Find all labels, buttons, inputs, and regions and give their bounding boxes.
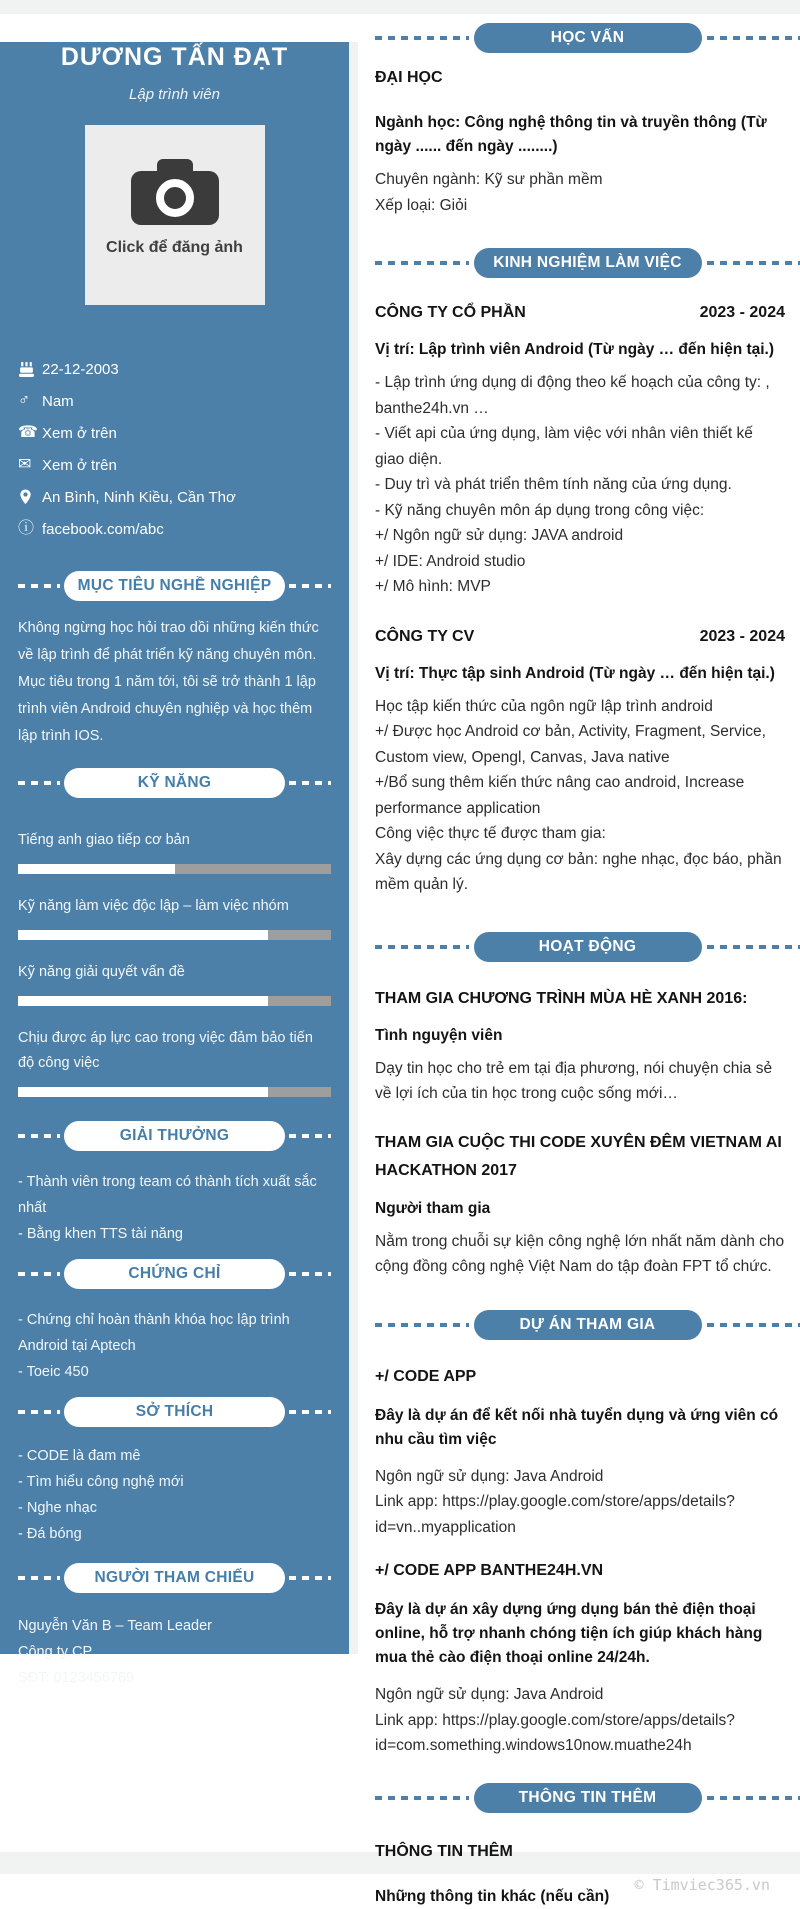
skills-heading: KỸ NĂNG	[64, 768, 285, 798]
contact-row-gender	[18, 385, 331, 417]
hobby-item: - Đá bóng	[18, 1521, 331, 1547]
skill-bar	[18, 930, 331, 940]
hobbies-heading: SỞ THÍCH	[64, 1397, 285, 1427]
info-circle-icon: ⓘ	[18, 521, 42, 537]
awards-heading: GIẢI THƯỞNG	[64, 1121, 285, 1151]
skill-label: Kỹ năng giải quyết vấn đề	[18, 960, 331, 985]
hobby-item: - Nghe nhạc	[18, 1495, 331, 1521]
reference-line: SĐT: 0123456789	[18, 1665, 331, 1691]
gender-icon: ♂	[18, 393, 42, 409]
section-header-objective	[18, 571, 331, 601]
hobby-item: - CODE là đam mê	[18, 1443, 331, 1469]
skill-bar	[18, 1087, 331, 1097]
contact-row-phone	[18, 417, 331, 449]
contact-email: Xem ở trên	[42, 457, 117, 474]
site-credit: © Timviec365.vn	[635, 1876, 770, 1894]
candidate-job-title: Lập trình viên	[18, 86, 331, 103]
section-header-awards	[18, 1121, 331, 1151]
candidate-name: DƯƠNG TẤN ĐẠT	[18, 42, 331, 72]
skill-label: Chịu được áp lực cao trong việc đảm bảo tiến độ công việc	[18, 1026, 331, 1076]
dash-right	[289, 1410, 331, 1414]
project-language: Ngôn ngữ sử dụng: Java Android	[375, 1682, 785, 1708]
job-detail: +/ Được học Android cơ bản, Activity, Fragment, Service, Custom view, Opengl, Canvas, Java native	[375, 719, 785, 770]
job-company: CÔNG TY CỔ PHẦN	[375, 300, 526, 326]
contact-row-facebook[interactable]	[18, 513, 331, 545]
skill-item	[18, 894, 331, 940]
skill-item	[18, 960, 331, 1006]
additional-note: Những thông tin khác (nếu cần)	[375, 1885, 785, 1909]
dash-right	[707, 1323, 800, 1327]
skill-bar	[18, 864, 331, 874]
dash-right	[289, 781, 331, 785]
certificate-item: - Chứng chỉ hoàn thành khóa học lập trình Android tại Aptech	[18, 1307, 331, 1359]
projects-heading: DỰ ÁN THAM GIA	[474, 1310, 702, 1340]
contact-facebook[interactable]: facebook.com/abc	[42, 521, 164, 538]
reference-block	[18, 1613, 331, 1691]
skill-bar-fill	[18, 996, 268, 1006]
job-period: 2023 - 2024	[700, 300, 785, 326]
section-header-education	[358, 23, 800, 53]
job-details	[375, 370, 785, 600]
project-link[interactable]: Link app: https://play.google.com/store/apps/details?id=vn..myapplication	[375, 1489, 785, 1540]
reference-line: Nguyễn Văn B – Team Leader	[18, 1613, 331, 1639]
additional-heading: THÔNG TIN THÊM	[474, 1783, 702, 1813]
education-heading: HỌC VẤN	[474, 23, 702, 53]
skill-item	[18, 1026, 331, 1097]
objective-text: Không ngừng học hỏi trao dồi những kiến thức về lập trình để phát triển kỹ năng chuyên môn. Mục tiêu trong 1 năm tới, tôi sẽ trở thành 1 lập trình viên Android chuyên nghiệp và học thêm lập trình IOS.	[18, 615, 331, 750]
skill-label: Kỹ năng làm việc độc lập – làm việc nhóm	[18, 894, 331, 919]
project-link[interactable]: Link app: https://play.google.com/store/apps/details?id=com.something.windows10now.muathe24h	[375, 1708, 785, 1759]
awards-list	[18, 1169, 331, 1247]
job-details	[375, 694, 785, 898]
job-company: CÔNG TY CV	[375, 624, 474, 650]
main-content	[358, 14, 800, 1852]
project-title: +/ CODE APP	[375, 1364, 785, 1390]
dash-left	[18, 584, 60, 588]
job-detail: Học tập kiến thức của ngôn ngữ lập trình android	[375, 694, 785, 720]
certificate-item: - Toeic 450	[18, 1359, 331, 1385]
section-header-certificates	[18, 1259, 331, 1289]
section-header-additional	[358, 1783, 800, 1813]
education-school: ĐẠI HỌC	[375, 65, 785, 91]
map-marker-icon	[18, 489, 42, 505]
phone-icon: ☎	[18, 425, 42, 441]
contact-row-birthday	[18, 353, 331, 385]
camera-icon	[127, 155, 223, 229]
dash-left	[18, 781, 60, 785]
education-grade: Xếp loại: Giỏi	[375, 193, 785, 219]
section-header-skills	[18, 768, 331, 798]
dash-right	[707, 36, 800, 40]
reference-heading: NGƯỜI THAM CHIẾU	[64, 1563, 285, 1593]
photo-upload-box[interactable]	[85, 125, 265, 305]
project-summary: Đây là dự án để kết nối nhà tuyển dụng và ứng viên có nhu cầu tìm việc	[375, 1404, 785, 1452]
skill-bar-fill	[18, 864, 175, 874]
job-detail: - Duy trì và phát triển thêm tính năng của ứng dụng.	[375, 472, 785, 498]
activities-heading: HOẠT ĐỘNG	[474, 932, 702, 962]
project-language: Ngôn ngữ sử dụng: Java Android	[375, 1464, 785, 1490]
dash-right	[707, 261, 800, 265]
dash-right	[289, 1576, 331, 1580]
contact-address: An Bình, Ninh Kiều, Cần Thơ	[42, 489, 236, 506]
dash-left	[375, 945, 469, 949]
award-item: - Bằng khen TTS tài năng	[18, 1221, 331, 1247]
job-detail: +/Bổ sung thêm kiến thức nâng cao android, Increase performance application	[375, 770, 785, 821]
dash-right	[289, 1134, 331, 1138]
dash-left	[375, 1796, 469, 1800]
dash-left	[18, 1272, 60, 1276]
dash-left	[375, 1323, 469, 1327]
cv-columns	[0, 14, 800, 1852]
dash-left	[375, 36, 469, 40]
dash-left	[18, 1410, 60, 1414]
dash-right	[707, 1796, 800, 1800]
job-detail: - Lập trình ứng dụng di động theo kế hoạch của công ty: , banthe24h.vn …	[375, 370, 785, 421]
skill-label: Tiếng anh giao tiếp cơ bản	[18, 828, 331, 853]
job-position: Vị trí: Lập trình viên Android (Từ ngày … đến hiện tại.)	[375, 338, 785, 362]
skill-bar	[18, 996, 331, 1006]
additional-title: THÔNG TIN THÊM	[375, 1839, 785, 1865]
contact-list	[18, 353, 331, 545]
contact-phone: Xem ở trên	[42, 425, 117, 442]
page-top-margin	[0, 0, 800, 14]
activity-description: Nằm trong chuỗi sự kiện công nghệ lớn nhất năm dành cho cộng đồng công nghệ Việt Nam do tập đoàn FPT tổ chức.	[375, 1229, 785, 1280]
hobby-item: - Tìm hiểu công nghệ mới	[18, 1469, 331, 1495]
reference-line: Công ty CP	[18, 1639, 331, 1665]
dash-left	[18, 1576, 60, 1580]
dash-right	[289, 1272, 331, 1276]
dash-left	[18, 1134, 60, 1138]
education-major: Ngành học: Công nghệ thông tin và truyền thông (Từ ngày ...... đến ngày ........)	[375, 111, 785, 159]
project-summary: Đây là dự án xây dựng ứng dụng bán thẻ điện thoại online, hỗ trợ nhanh chóng tiện ích giúp khách hàng mua thẻ cào điện thoại online 24/24h.	[375, 1598, 785, 1670]
section-header-reference	[18, 1563, 331, 1593]
envelope-icon: ✉	[18, 457, 42, 473]
objective-heading: MỤC TIÊU NGHỀ NGHIỆP	[64, 571, 285, 601]
skill-bar-fill	[18, 1087, 268, 1097]
birthday-cake-icon	[18, 361, 42, 378]
job-position: Vị trí: Thực tập sinh Android (Từ ngày … đến hiện tại.)	[375, 662, 785, 686]
photo-upload-caption: Click để đăng ảnh	[106, 239, 243, 257]
contact-row-address	[18, 481, 331, 513]
job-header	[375, 624, 785, 650]
section-header-projects	[358, 1310, 800, 1340]
dash-left	[375, 261, 469, 265]
job-detail: - Kỹ năng chuyên môn áp dụng trong công việc:	[375, 498, 785, 524]
section-header-activities	[358, 932, 800, 962]
experience-heading: KINH NGHIỆM LÀM VIỆC	[474, 248, 702, 278]
dash-right	[707, 945, 800, 949]
section-header-experience	[358, 248, 800, 278]
job-detail: Công việc thực tế được tham gia:	[375, 821, 785, 847]
job-detail: - Viết api của ứng dụng, làm việc với nhân viên thiết kế giao diện.	[375, 421, 785, 472]
activity-role: Người tham gia	[375, 1197, 785, 1221]
sidebar	[0, 42, 358, 1654]
contact-row-email	[18, 449, 331, 481]
job-detail: +/ Mô hình: MVP	[375, 574, 785, 600]
certificate-list	[18, 1307, 331, 1385]
dash-right	[289, 584, 331, 588]
activity-title: THAM GIA CUỘC THI CODE XUYÊN ĐÊM VIETNAM AI HACKATHON 2017	[375, 1129, 785, 1185]
contact-gender: Nam	[42, 393, 74, 410]
activity-description: Dạy tin học cho trẻ em tại địa phương, nói chuyện chia sẻ về lợi ích của tin học trong cuộc sống mới…	[375, 1056, 785, 1107]
sidebar-wrap	[0, 14, 358, 1852]
skill-item	[18, 828, 331, 874]
education-specialty: Chuyên ngành: Kỹ sư phần mềm	[375, 167, 785, 193]
job-detail: Xây dựng các ứng dụng cơ bản: nghe nhạc, đọc báo, phần mềm quản lý.	[375, 847, 785, 898]
section-header-hobbies	[18, 1397, 331, 1427]
project-title: +/ CODE APP BANTHE24H.VN	[375, 1558, 785, 1584]
job-detail: +/ Ngôn ngữ sử dụng: JAVA android	[375, 523, 785, 549]
activity-role: Tình nguyện viên	[375, 1024, 785, 1048]
job-period: 2023 - 2024	[700, 624, 785, 650]
job-header	[375, 300, 785, 326]
certificates-heading: CHỨNG CHỈ	[64, 1259, 285, 1289]
contact-birthday: 22-12-2003	[42, 361, 119, 378]
award-item: - Thành viên trong team có thành tích xuất sắc nhất	[18, 1169, 331, 1221]
skill-bar-fill	[18, 930, 268, 940]
activity-title: THAM GIA CHƯƠNG TRÌNH MÙA HÈ XANH 2016:	[375, 986, 785, 1012]
job-detail: +/ IDE: Android studio	[375, 549, 785, 575]
hobby-list	[18, 1443, 331, 1547]
